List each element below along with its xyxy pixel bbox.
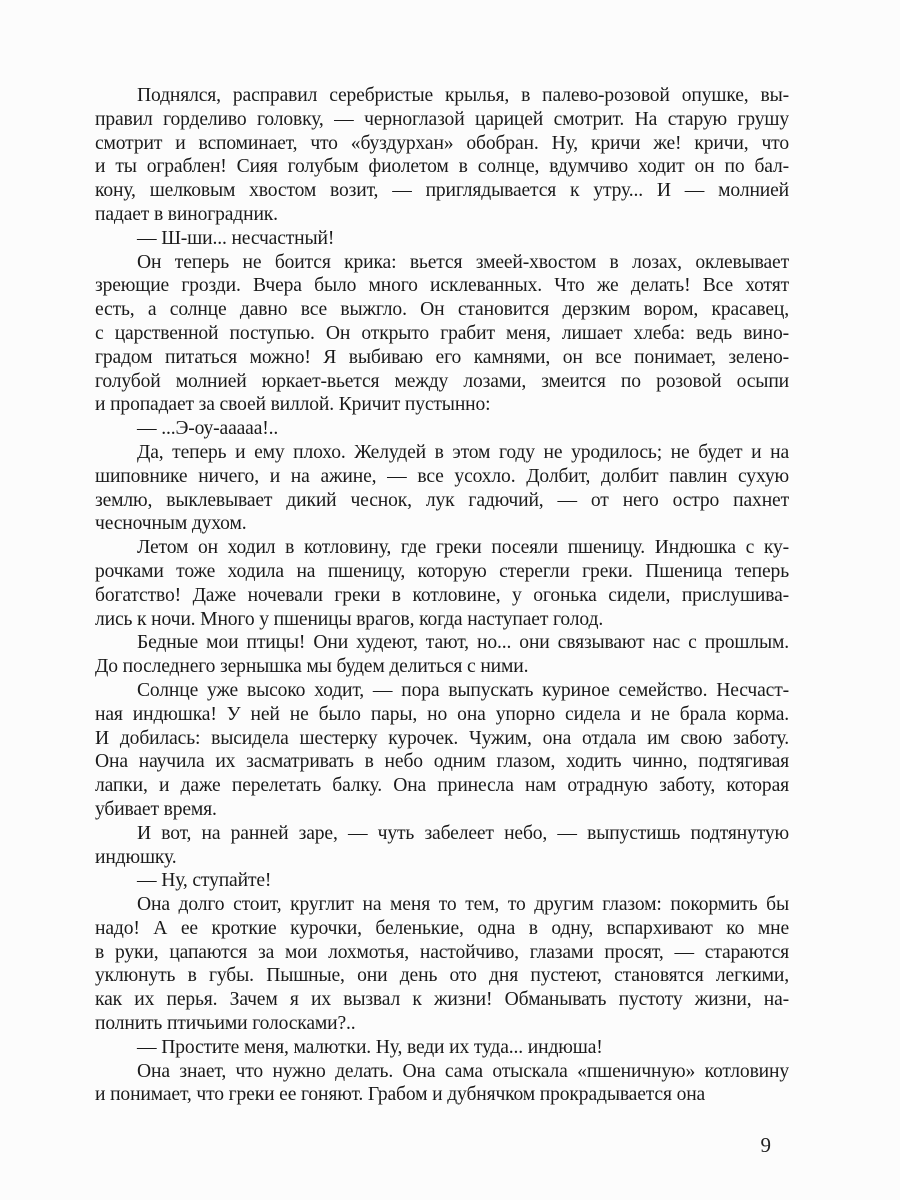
text-line: градом питаться можно! Я выбиваю его камнями, он все понимает, зелено- <box>95 346 789 368</box>
text-line: индюшку. <box>95 846 177 868</box>
paragraph <box>95 251 789 418</box>
text-line: ная индюшка! У ней не было пары, но она упорно сидела и не брала корма. <box>95 703 789 725</box>
text-line: — Ш-ши... несчастный! <box>137 227 335 249</box>
text-line: И добилась: высидела шестерку курочек. Чужим, она отдала им свою заботу. <box>95 727 789 749</box>
text-line: полнить птичьими голосками?.. <box>95 1013 356 1035</box>
text-line: Бедные мои птицы! Они худеют, тают, но... они связывают нас с прошлым. <box>137 632 789 654</box>
text-line: чесночным духом. <box>95 513 247 535</box>
text-line: Она научила их засматривать в небо одним глазом, ходить чинно, подтягивая <box>95 751 789 773</box>
text-line: убивает время. <box>95 798 217 820</box>
paragraph <box>95 536 789 631</box>
text-line: голубой молнией юркает-вьется между лозами, змеится по розовой осыпи <box>95 370 789 392</box>
paragraph <box>95 631 789 679</box>
text-line: Летом он ходил в котловину, где греки посеяли пшеницу. Индюшка с ку- <box>137 537 789 559</box>
text-line: есть, а солнце давно все выжгло. Он становится дерзким вором, красавец, <box>95 299 789 321</box>
paragraph <box>95 1060 789 1108</box>
text-line: шиповнике ничего, и на ажине, — все усохло. Долбит, долбит павлин сухую <box>95 465 789 487</box>
page-number: 9 <box>760 1133 771 1157</box>
text-line: Она долго стоит, круглит на меня то тем, то другим глазом: покормить бы <box>137 894 789 916</box>
text-line: падает в виноградник. <box>95 203 278 225</box>
paragraph <box>95 869 789 893</box>
text-line: уклюнуть в губы. Пышные, они день ото дня пустеют, становятся легкими, <box>95 965 789 987</box>
text-line: рочками тоже ходила на пшеницу, которую стерегли греки. Пшеница теперь <box>95 560 789 582</box>
text-line: и пропадает за своей виллой. Кричит пустынно: <box>95 394 491 416</box>
page-text <box>95 84 789 1107</box>
text-line: лапки, и даже перелетать балку. Она принесла нам отрадную заботу, которая <box>95 775 789 797</box>
text-line: Да, теперь и ему плохо. Желудей в этом году не уродилось; не будет и на <box>137 441 789 463</box>
text-line: с царственной поступью. Он открыто грабит меня, лишает хлеба: ведь вино- <box>95 322 789 344</box>
text-line: и ты ограблен! Сияя голубым фиолетом в солнце, вдумчиво ходит он по бал- <box>95 156 789 178</box>
text-line: надо! А ее кроткие курочки, беленькие, одна в одну, вспархивают ко мне <box>95 917 789 939</box>
paragraph <box>95 679 789 822</box>
text-line: До последнего зернышка мы будем делиться с ними. <box>95 656 529 678</box>
text-line: И вот, на ранней заре, — чуть забелеет небо, — выпустишь подтянутую <box>137 822 789 844</box>
paragraph <box>95 1036 789 1060</box>
text-line: Он теперь не боится крика: вьется змеей-хвостом в лозах, оклевывает <box>137 251 789 273</box>
text-line: Она знает, что нужно делать. Она сама отыскала «пшеничную» котловину <box>137 1060 789 1082</box>
paragraph <box>95 227 789 251</box>
text-line: Солнце уже высоко ходит, — пора выпускать куриное семейство. Несчаст- <box>137 679 789 701</box>
text-line: правил горделиво головку, — черноглазой царицей смотрит. На старую грушу <box>95 108 789 130</box>
paragraph <box>95 822 789 870</box>
text-line: лись к ночи. Много у пшеницы врагов, когда наступает голод. <box>95 608 604 630</box>
text-line: — Ну, ступайте! <box>137 870 272 892</box>
text-line: — ...Э-оу-ааааа!.. <box>137 418 279 440</box>
text-line: смотрит и вспоминает, что «буздурхан» обобран. Ну, кричи же! кричи, что <box>95 132 789 154</box>
text-line: и понимает, что греки ее гоняют. Грабом и дубнячком прокрадывается она <box>95 1084 706 1106</box>
text-line: — Простите меня, малютки. Ну, веди их туда... индюша! <box>137 1036 603 1058</box>
paragraph <box>95 441 789 536</box>
paragraph <box>95 417 789 441</box>
text-line: как их перья. Зачем я их вызвал к жизни! Обманывать пустоту жизни, на- <box>95 989 789 1011</box>
text-line: богатство! Даже ночевали греки в котловине, у огонька сидели, прислушива- <box>95 584 789 606</box>
text-line: кону, шелковым хвостом возит, — приглядывается к утру... И — молнией <box>95 180 789 202</box>
text-line: в руки, цапаются за мои лохмотья, настойчиво, глазами просят, — стараются <box>95 941 789 963</box>
text-line: зреющие грозди. Вчера было много исклеванных. Что же делать! Все хотят <box>95 275 789 297</box>
text-line: Поднялся, расправил серебристые крылья, в палево-розовой опушке, вы- <box>137 85 789 106</box>
paragraph <box>95 84 789 227</box>
text-line: землю, выклевывает дикий чеснок, лук гадючий, — от него остро пахнет <box>95 489 789 511</box>
paragraph <box>95 893 789 1036</box>
